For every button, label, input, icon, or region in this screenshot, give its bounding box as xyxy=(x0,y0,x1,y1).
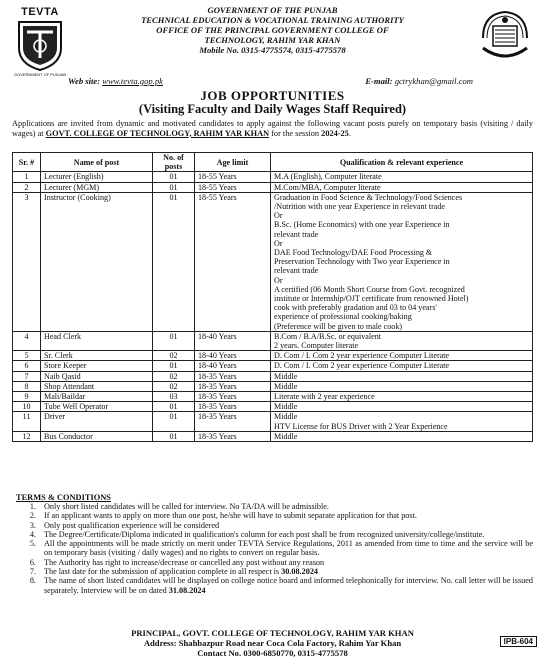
terms-list xyxy=(12,502,533,595)
cell-sr: 2 xyxy=(13,182,41,192)
cell-age: 18-40 Years xyxy=(195,361,271,371)
cell-no: 01 xyxy=(153,182,195,192)
cell-post: Driver xyxy=(41,412,153,431)
qualification-line: cook with preferably gradation and 03 to 04 years' xyxy=(274,303,437,313)
terms-title: TERMS & CONDITIONS xyxy=(16,493,111,502)
footer-line-3: Contact No. 0300-6850770, 0315-4775578 xyxy=(197,648,348,658)
cell-qualification xyxy=(271,402,533,412)
email-label: E-mail: xyxy=(365,76,393,86)
cell-post: Lecturer (English) xyxy=(41,172,153,182)
table-row xyxy=(13,381,533,391)
cell-qualification xyxy=(271,431,533,441)
qualification-line: /Nutrition with one year Experience in relevant trade xyxy=(274,202,446,212)
cell-qualification xyxy=(271,381,533,391)
qualification-line: Or xyxy=(274,238,283,248)
footer-line-2: Address: Shahbazpur Road near Coca Cola Factory, Rahim Yar Khan xyxy=(143,638,402,648)
qualification-line: experience of professional cooking/baking xyxy=(274,312,412,322)
terms-item xyxy=(38,567,533,576)
col-header-qual: Qualification & relevant experience xyxy=(271,153,533,172)
cell-age: 18-35 Years xyxy=(195,412,271,431)
cell-no: 02 xyxy=(153,381,195,391)
cell-qualification xyxy=(271,351,533,361)
cell-no: 01 xyxy=(153,431,195,441)
cell-sr: 10 xyxy=(13,402,41,412)
cell-sr: 12 xyxy=(13,431,41,441)
website-label: Web site: xyxy=(68,76,101,86)
terms-item-date: 30.08.2024 xyxy=(281,567,318,577)
table-row xyxy=(13,351,533,361)
qualification-line: M.A (English), Computer literate xyxy=(274,172,382,182)
qualification-line: relevant trade xyxy=(274,266,319,276)
office-header xyxy=(74,5,471,55)
posts-table xyxy=(12,152,533,442)
header-line-2: TECHNICAL EDUCATION & VOCATIONAL TRAINING AUTHORITY xyxy=(141,15,404,25)
qualification-line: (Preference will be given to male cook) xyxy=(274,321,403,331)
cell-age: 18-35 Years xyxy=(195,381,271,391)
qualification-line: Or xyxy=(274,275,283,285)
email-address[interactable]: gctrykhan@gmail.com xyxy=(394,76,473,86)
cell-age: 18-55 Years xyxy=(195,182,271,192)
cell-no: 01 xyxy=(153,172,195,182)
qualification-line: institute or Internship/OJT certificate from renowned Hotel) xyxy=(274,294,469,304)
cell-qualification xyxy=(271,392,533,402)
cell-no: 01 xyxy=(153,331,195,350)
terms-item xyxy=(38,530,533,539)
cell-sr: 3 xyxy=(13,192,41,331)
terms-item xyxy=(38,511,533,520)
header-line-5: Mobile No. 0315-4775574, 0315-4775578 xyxy=(199,45,346,55)
website xyxy=(68,76,163,86)
advertisement-page xyxy=(4,4,541,662)
qualification-line: D. Com / I. Com 2 year experience Computer Literate xyxy=(274,351,450,361)
header-line-3: OFFICE OF THE PRINCIPAL GOVERNMENT COLLEGE OF xyxy=(156,25,389,35)
cell-no: 01 xyxy=(153,192,195,331)
qualification-line: Or xyxy=(274,211,283,221)
table-row xyxy=(13,371,533,381)
qualification-line: 2 years. Computer literate xyxy=(274,341,359,351)
cell-age: 18-35 Years xyxy=(195,392,271,402)
cell-post: Mali/Baildar xyxy=(41,392,153,402)
qualification-line: Middle xyxy=(274,431,298,441)
intro-paragraph xyxy=(12,119,533,138)
cell-sr: 9 xyxy=(13,392,41,402)
intro-text: Applications are invited from dynamic and motivated candidates to apply against the following vacant posts purely on temporary basis (visiting / daily wages) at xyxy=(12,119,533,138)
qualification-line: DAE Food Technology/DAE Food Processing & xyxy=(274,248,433,258)
cell-post: Naib Qasid xyxy=(41,371,153,381)
table-header-row xyxy=(13,153,533,172)
page-title: JOB OPPORTUNITIES xyxy=(200,88,345,103)
cell-sr: 6 xyxy=(13,361,41,371)
tevta-logo xyxy=(12,6,68,77)
table-row xyxy=(13,361,533,371)
cell-post: Instructor (Cooking) xyxy=(41,192,153,331)
col-header-post: Name of post xyxy=(41,153,153,172)
qualification-line: Middle xyxy=(274,412,298,422)
footer-line-1: PRINCIPAL, GOVT. COLLEGE OF TECHNOLOGY, RAHIM YAR KHAN xyxy=(131,628,414,638)
terms-item-text: The last date for the submission of application complete in all respect is xyxy=(44,567,282,577)
table-row xyxy=(13,331,533,350)
qualification-line: HTV License for BUS Driver with 2 Year Experience xyxy=(274,421,448,431)
terms-item-text: The name of short listed candidates will be displayed on college notice board and informed telephonically for interview. No. call letter will be issued separately. Interview will be on dated xyxy=(44,576,533,595)
website-link[interactable]: www.tevta.gop.pk xyxy=(102,76,163,86)
table-row xyxy=(13,402,533,412)
col-header-age: Age limit xyxy=(195,153,271,172)
terms-item xyxy=(38,576,533,595)
terms-item-date: 31.08.2024 xyxy=(168,585,206,595)
cell-no: 02 xyxy=(153,351,195,361)
page-subtitle: (Visiting Faculty and Daily Wages Staff Required) xyxy=(138,102,407,116)
terms-item xyxy=(38,539,533,558)
cell-qualification xyxy=(271,361,533,371)
cell-post: Head Clerk xyxy=(41,331,153,350)
table-row xyxy=(13,412,533,431)
qualification-line: B.Sc. (Home Economics) with one year Experience in xyxy=(274,220,450,230)
qualification-line: Middle xyxy=(274,402,298,412)
cell-no: 01 xyxy=(153,361,195,371)
cell-qualification xyxy=(271,172,533,182)
college-emblem-icon xyxy=(477,8,533,66)
cell-age: 18-55 Years xyxy=(195,192,271,331)
qualification-line: Graduation in Food Science & Technology/Food Sciences xyxy=(274,192,463,202)
qualification-line: relevant trade xyxy=(274,229,319,239)
cell-sr: 1 xyxy=(13,172,41,182)
cell-no: 02 xyxy=(153,371,195,381)
terms-item-text: The Degree/Certificate/Diploma indicated in qualification's column for each post shall be from recognized university/college/institute. xyxy=(44,529,485,539)
qualification-line: Middle xyxy=(274,371,298,381)
intro-text-mid: for the session xyxy=(269,128,322,138)
qualification-line: B.Com / B.A/B.Sc. or equivalent xyxy=(274,331,382,341)
qualification-line: Preservation Technology with Two year Experience in xyxy=(274,257,450,267)
tevta-brand-text: TEVTA xyxy=(21,6,59,18)
qualification-line: Middle xyxy=(274,381,298,391)
cell-sr: 7 xyxy=(13,371,41,381)
header-line-4: TECHNOLOGY, RAHIM YAR KHAN xyxy=(204,35,341,45)
cell-post: Sr. Clerk xyxy=(41,351,153,361)
header-line-1: GOVERNMENT OF THE PUNJAB xyxy=(207,5,338,15)
cell-qualification xyxy=(271,371,533,381)
cell-sr: 4 xyxy=(13,331,41,350)
cell-no: 01 xyxy=(153,412,195,431)
qualification-line: D. Com / I. Com 2 year experience Computer Literate xyxy=(274,361,450,371)
cell-qualification xyxy=(271,182,533,192)
col-header-no: No. of posts xyxy=(153,153,195,172)
table-row xyxy=(13,392,533,402)
terms-item xyxy=(38,502,533,511)
qualification-line: A certified (06 Month Short Course from Govt. recognized xyxy=(274,284,465,294)
table-row xyxy=(13,431,533,441)
cell-post: Store Keeper xyxy=(41,361,153,371)
table-row xyxy=(13,172,533,182)
terms-item-text: Only short listed candidates will be called for interview. No TA/DA will be admissible. xyxy=(44,502,329,511)
cell-sr: 5 xyxy=(13,351,41,361)
college-emblem xyxy=(477,8,533,71)
terms-item-text: If an applicant wants to apply on more than one post, he/she will have to submit separate application for that post. xyxy=(44,511,417,521)
contact-row xyxy=(68,76,473,86)
college-name: GOVT. COLLEGE OF TECHNOLOGY, RAHIM YAR KHAN xyxy=(45,128,270,138)
col-header-sr: Sr. # xyxy=(13,153,41,172)
cell-qualification xyxy=(271,331,533,350)
terms-item-text: Only post qualification experience will be considered xyxy=(44,520,220,530)
qualification-line: M.Com/MBA, Computer literate xyxy=(274,182,381,192)
cell-age: 18-40 Years xyxy=(195,351,271,361)
cell-age: 18-35 Years xyxy=(195,431,271,441)
cell-sr: 8 xyxy=(13,381,41,391)
tevta-shield-icon xyxy=(13,18,67,72)
qualification-line: Literate with 2 year experience xyxy=(274,392,375,402)
email xyxy=(365,76,473,86)
cell-no: 03 xyxy=(153,392,195,402)
table-row xyxy=(13,182,533,192)
terms-item xyxy=(38,558,533,567)
footer xyxy=(4,628,541,658)
cell-qualification xyxy=(271,412,533,431)
cell-post: Bus Conductor xyxy=(41,431,153,441)
cell-age: 18-35 Years xyxy=(195,402,271,412)
ipb-code-badge: IPB-604 xyxy=(500,636,537,647)
cell-post: Lecturer (MGM) xyxy=(41,182,153,192)
cell-age: 18-40 Years xyxy=(195,331,271,350)
terms-item-text: The Authority has right to increase/decrease or cancelled any post without any reason xyxy=(44,557,325,567)
cell-sr: 11 xyxy=(13,412,41,431)
cell-post: Tube Well Operator xyxy=(41,402,153,412)
cell-age: 18-35 Years xyxy=(195,371,271,381)
terms-item-text: All the appointments will be made strictly on merit under TEVTA Service Regulations, 2011 as amended from time to time and the service will be on temporary basis (visiting / daily wages) and no rights to convert on regular basis. xyxy=(44,539,533,558)
session-year: 2024-25 xyxy=(321,128,349,138)
cell-no: 01 xyxy=(153,402,195,412)
tevta-seal-text: GOVERNMENT OF PUNJAB xyxy=(13,72,67,77)
cell-age: 18-55 Years xyxy=(195,172,271,182)
intro-text-end: . xyxy=(348,128,351,138)
cell-post: Shop Attendant xyxy=(41,381,153,391)
table-row xyxy=(13,192,533,331)
terms-item xyxy=(38,521,533,530)
cell-qualification xyxy=(271,192,533,331)
